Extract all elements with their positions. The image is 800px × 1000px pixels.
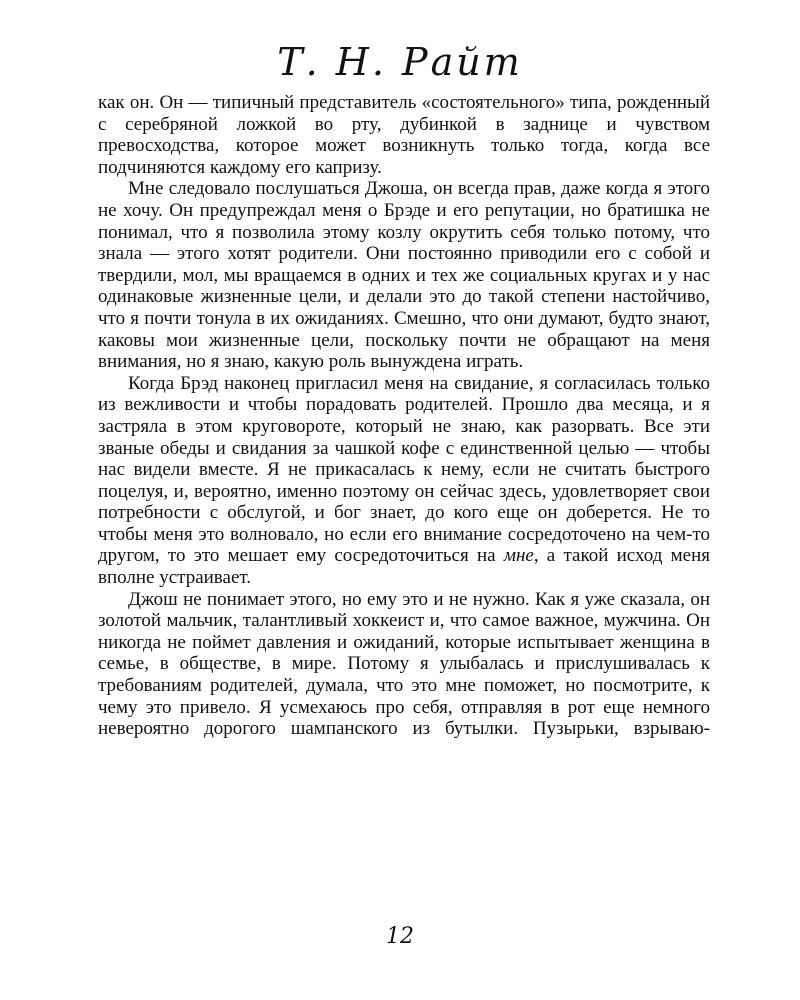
paragraph-2: Мне следовало послушаться Джоша, он всегда прав, даже когда я этого не хочу. Он предупреждал меня о Брэде и его репутации, но братишка не понимал, что я позволила этому козлу окрутить себя только потому, что знала — этого хотят родители. Они постоянно приводили его с собой и твердили, мол, мы вращаемся в одних и тех же социальных кругах и у нас одинаковые жизненные цели, и делали это до такой степени настойчиво, что я почти тонула в их ожиданиях. Смешно, что они думают, будто знают, каковы мои жизненные цели, поскольку почти не обращают на меня внимания, но я знаю, какую роль вынуждена играть. [98,178,710,373]
paragraph-4: Джош не понимает этого, но ему это и не нужно. Как я уже сказала, он золотой мальчик, талантливый хоккеист и, что самое важное, мужчина. Он никогда не поймет давления и ожиданий, которые испытывает женщина в семье, в обществе, в мире. Потому я улыбалась и прислушивалась к требованиям родителей, думала, что это мне поможет, но посмотрите, к чему это привело. Я усмехаюсь про себя, отправляя в рот еще немного невероятно дорогого шампанского из бутылки. Пузырьки, взрываю- [98,588,710,740]
paragraph-3 [98,373,710,589]
emphasized-word: мне [503,545,534,567]
paragraph-3-text: Когда Брэд наконец пригласил меня на свидание, я согласилась только из вежливости и чтобы порадовать родителей. Прошло два месяца, и я застряла в этом круговороте, который не знаю, как разорвать. Все эти званые обеды и свидания за чашкой кофе с единственной целью — чтобы нас видели вместе. Я не прикасалась к нему, если не считать быстрого поцелуя, и, вероятно, именно поэтому он сейчас здесь, удовлетворяет свои потребности с обслугой, и бог знает, до кого еще он доберется. Не то чтобы меня это волновало, но если его внимание сосредоточено на чем-то другом, то это мешает ему сосредоточиться на [98,372,710,567]
paragraph-1: как он. Он — типичный представитель «состоятельного» типа, рожденный с серебряной ложкой во рту, дубинкой в заднице и чувством превосходства, которое может возникнуть только тогда, когда все подчиняются каждому его капризу. [98,92,710,178]
page-number: 12 [386,924,414,949]
paragraph-3-tail: , а такой исход меня вполне устраивает. [98,545,710,589]
running-head-author: Т. Н. Райт [277,40,523,84]
body-text [98,92,710,740]
